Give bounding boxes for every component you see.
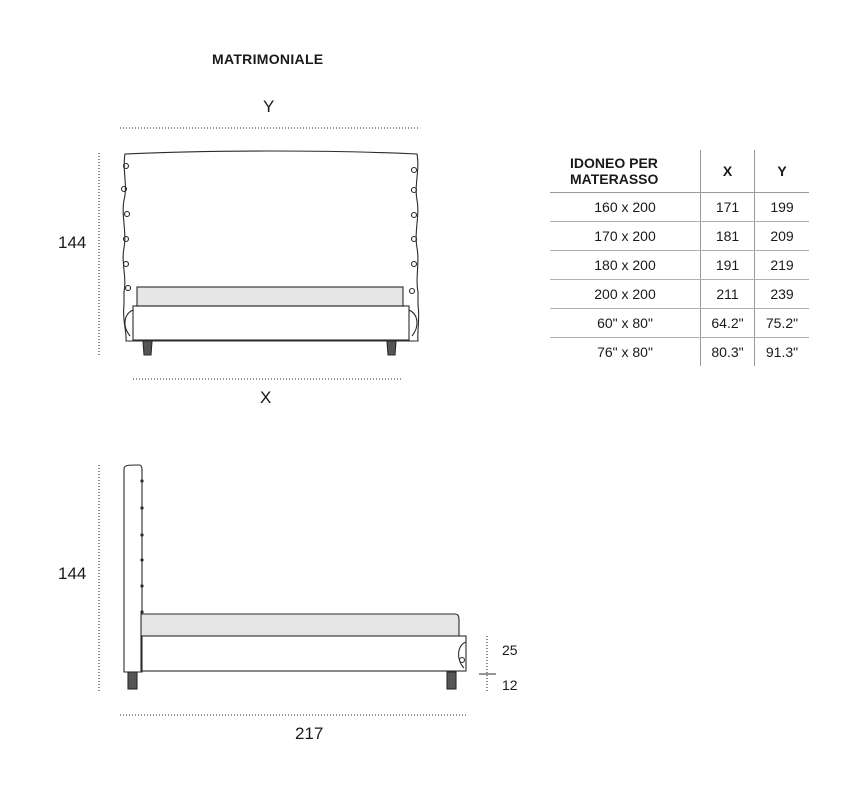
side-leg-height-label: 12 [502, 677, 518, 693]
side-leg-left [128, 672, 137, 689]
table-cell-x: 181 [701, 222, 755, 251]
table-header-size-line2: MATERASSO [570, 171, 659, 187]
table-header-size-line1: IDONEO PER [570, 155, 658, 171]
table-row [550, 280, 809, 309]
table-header-row [550, 150, 809, 193]
table-row [550, 309, 809, 338]
side-headboard-outline [124, 465, 142, 672]
table-cell-y: 91.3" [755, 338, 810, 367]
table-cell-y: 209 [755, 222, 810, 251]
table-cell-y: 219 [755, 251, 810, 280]
front-leg-right [387, 341, 396, 355]
table-header-x: X [701, 150, 755, 193]
table-cell-y: 239 [755, 280, 810, 309]
table-cell-x: 191 [701, 251, 755, 280]
table-cell-y: 199 [755, 193, 810, 222]
side-length-dimension-label: 217 [295, 724, 324, 743]
front-bottom-dimension-label: X [260, 388, 272, 407]
front-leg-left [143, 341, 152, 355]
table-header-size [550, 150, 701, 193]
table-row [550, 251, 809, 280]
front-mattress [137, 287, 403, 306]
table-cell-y: 75.2" [755, 309, 810, 338]
table-row [550, 338, 809, 367]
table-row [550, 222, 809, 251]
table-header-y: Y [755, 150, 810, 193]
front-frame-right-roll [409, 310, 417, 336]
table-cell-x: 171 [701, 193, 755, 222]
table-cell-size: 200 x 200 [550, 280, 701, 309]
table-cell-size: 170 x 200 [550, 222, 701, 251]
diagram-title: MATRIMONIALE [212, 51, 324, 67]
front-headboard-outline [123, 151, 419, 341]
front-top-dimension-label: Y [263, 97, 275, 116]
table-cell-size: 60" x 80" [550, 309, 701, 338]
front-height-dimension-label: 144 [58, 233, 87, 252]
table-cell-x: 80.3" [701, 338, 755, 367]
side-height-dimension-label: 144 [58, 564, 87, 583]
front-frame-left-roll [125, 310, 133, 336]
table-row [550, 193, 809, 222]
table-cell-size: 160 x 200 [550, 193, 701, 222]
table-cell-size: 180 x 200 [550, 251, 701, 280]
front-bed-frame [133, 306, 409, 340]
side-frame-roll [459, 642, 466, 668]
front-headboard-buttons-right [410, 168, 417, 294]
front-headboard-buttons-left [122, 164, 131, 291]
size-table [550, 150, 809, 366]
table-cell-x: 211 [701, 280, 755, 309]
side-frame-height-label: 25 [502, 642, 518, 658]
side-leg-right [447, 672, 456, 689]
side-frame-button [460, 658, 465, 663]
side-mattress [141, 614, 459, 636]
side-bed-frame [141, 636, 466, 671]
table-cell-x: 64.2" [701, 309, 755, 338]
table-cell-size: 76" x 80" [597, 344, 653, 360]
